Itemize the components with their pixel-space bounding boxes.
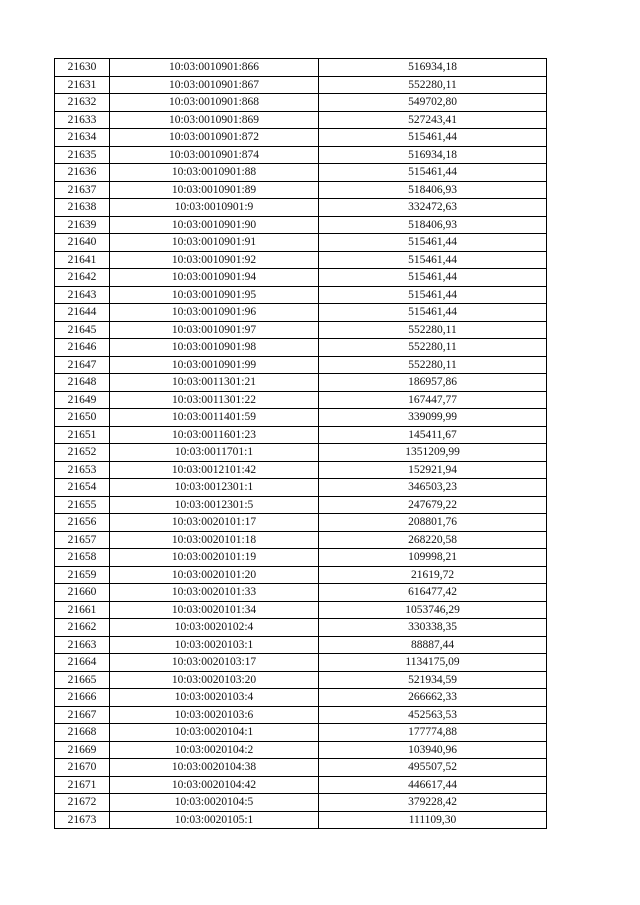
table-row	[55, 234, 547, 252]
cadastral-number-cell: 10:03:0020103:1	[110, 636, 319, 654]
value-cell: 109998,21	[319, 549, 547, 567]
table-row	[55, 269, 547, 287]
value-cell: 1053746,29	[319, 601, 547, 619]
row-number-cell: 21642	[55, 269, 110, 287]
row-number-cell: 21666	[55, 689, 110, 707]
value-cell: 152921,94	[319, 461, 547, 479]
cadastral-number-cell: 10:03:0012301:1	[110, 479, 319, 497]
cadastral-number-cell: 10:03:0011601:23	[110, 426, 319, 444]
table-row	[55, 689, 547, 707]
value-cell: 552280,11	[319, 321, 547, 339]
value-cell: 1351209,99	[319, 444, 547, 462]
row-number-cell: 21671	[55, 776, 110, 794]
row-number-cell: 21647	[55, 356, 110, 374]
row-number-cell: 21650	[55, 409, 110, 427]
row-number-cell: 21672	[55, 794, 110, 812]
row-number-cell: 21633	[55, 111, 110, 129]
table-row	[55, 549, 547, 567]
table-row	[55, 619, 547, 637]
row-number-cell: 21660	[55, 584, 110, 602]
table-row	[55, 94, 547, 112]
table-row	[55, 216, 547, 234]
value-cell: 21619,72	[319, 566, 547, 584]
value-cell: 103940,96	[319, 741, 547, 759]
value-cell: 516934,18	[319, 59, 547, 77]
value-cell: 515461,44	[319, 164, 547, 182]
row-number-cell: 21656	[55, 514, 110, 532]
table-row	[55, 181, 547, 199]
row-number-cell: 21664	[55, 654, 110, 672]
table-row	[55, 391, 547, 409]
table-row	[55, 496, 547, 514]
row-number-cell: 21659	[55, 566, 110, 584]
value-cell: 516934,18	[319, 146, 547, 164]
row-number-cell: 21669	[55, 741, 110, 759]
value-cell: 167447,77	[319, 391, 547, 409]
value-cell: 346503,23	[319, 479, 547, 497]
row-number-cell: 21635	[55, 146, 110, 164]
value-cell: 1134175,09	[319, 654, 547, 672]
value-cell: 145411,67	[319, 426, 547, 444]
table-row	[55, 356, 547, 374]
value-cell: 552280,11	[319, 76, 547, 94]
value-cell: 527243,41	[319, 111, 547, 129]
cadastral-number-cell: 10:03:0020104:2	[110, 741, 319, 759]
cadastral-number-cell: 10:03:0020101:34	[110, 601, 319, 619]
cadastral-number-cell: 10:03:0010901:96	[110, 304, 319, 322]
value-cell: 379228,42	[319, 794, 547, 812]
table-row	[55, 374, 547, 392]
cadastral-number-cell: 10:03:0020105:1	[110, 811, 319, 829]
value-cell: 268220,58	[319, 531, 547, 549]
table-row	[55, 584, 547, 602]
table-row	[55, 111, 547, 129]
cadastral-number-cell: 10:03:0010901:867	[110, 76, 319, 94]
table-row	[55, 304, 547, 322]
cadastral-number-cell: 10:03:0010901:92	[110, 251, 319, 269]
row-number-cell: 21658	[55, 549, 110, 567]
cadastral-number-cell: 10:03:0010901:869	[110, 111, 319, 129]
row-number-cell: 21636	[55, 164, 110, 182]
row-number-cell: 21662	[55, 619, 110, 637]
value-cell: 518406,93	[319, 181, 547, 199]
row-number-cell: 21648	[55, 374, 110, 392]
table-row	[55, 164, 547, 182]
row-number-cell: 21643	[55, 286, 110, 304]
row-number-cell: 21655	[55, 496, 110, 514]
cadastral-number-cell: 10:03:0020101:17	[110, 514, 319, 532]
table-row	[55, 321, 547, 339]
cadastral-number-cell: 10:03:0010901:99	[110, 356, 319, 374]
table-row	[55, 566, 547, 584]
row-number-cell: 21651	[55, 426, 110, 444]
table-row	[55, 286, 547, 304]
table-body	[55, 59, 547, 829]
table-row	[55, 601, 547, 619]
table-row	[55, 531, 547, 549]
value-cell: 452563,53	[319, 706, 547, 724]
table-row	[55, 339, 547, 357]
cadastral-number-cell: 10:03:0010901:90	[110, 216, 319, 234]
value-cell: 518406,93	[319, 216, 547, 234]
row-number-cell: 21673	[55, 811, 110, 829]
value-cell: 330338,35	[319, 619, 547, 637]
row-number-cell: 21661	[55, 601, 110, 619]
row-number-cell: 21646	[55, 339, 110, 357]
table-row	[55, 741, 547, 759]
value-cell: 515461,44	[319, 269, 547, 287]
row-number-cell: 21657	[55, 531, 110, 549]
table-row	[55, 444, 547, 462]
value-cell: 549702,80	[319, 94, 547, 112]
table-row	[55, 76, 547, 94]
table-row	[55, 654, 547, 672]
cadastral-number-cell: 10:03:0020101:33	[110, 584, 319, 602]
value-cell: 88887,44	[319, 636, 547, 654]
cadastral-number-cell: 10:03:0011701:1	[110, 444, 319, 462]
row-number-cell: 21645	[55, 321, 110, 339]
cadastral-number-cell: 10:03:0020102:4	[110, 619, 319, 637]
cadastral-number-cell: 10:03:0020103:4	[110, 689, 319, 707]
row-number-cell: 21654	[55, 479, 110, 497]
table-row	[55, 146, 547, 164]
table-row	[55, 129, 547, 147]
value-cell: 339099,99	[319, 409, 547, 427]
value-cell: 332472,63	[319, 199, 547, 217]
cadastral-number-cell: 10:03:0020104:38	[110, 759, 319, 777]
cadastral-number-cell: 10:03:0020101:20	[110, 566, 319, 584]
table-row	[55, 811, 547, 829]
row-number-cell: 21649	[55, 391, 110, 409]
cadastral-number-cell: 10:03:0020101:18	[110, 531, 319, 549]
cadastral-number-cell: 10:03:0012101:42	[110, 461, 319, 479]
row-number-cell: 21670	[55, 759, 110, 777]
row-number-cell: 21632	[55, 94, 110, 112]
row-number-cell: 21652	[55, 444, 110, 462]
cadastral-number-cell: 10:03:0010901:98	[110, 339, 319, 357]
row-number-cell: 21630	[55, 59, 110, 77]
row-number-cell: 21640	[55, 234, 110, 252]
value-cell: 446617,44	[319, 776, 547, 794]
table-row	[55, 794, 547, 812]
row-number-cell: 21634	[55, 129, 110, 147]
table-row	[55, 409, 547, 427]
cadastral-number-cell: 10:03:0020103:17	[110, 654, 319, 672]
cadastral-number-cell: 10:03:0020104:1	[110, 724, 319, 742]
value-cell: 266662,33	[319, 689, 547, 707]
value-cell: 111109,30	[319, 811, 547, 829]
cadastral-number-cell: 10:03:0010901:868	[110, 94, 319, 112]
cadastral-number-cell: 10:03:0011301:22	[110, 391, 319, 409]
row-number-cell: 21667	[55, 706, 110, 724]
table-row	[55, 251, 547, 269]
value-cell: 515461,44	[319, 286, 547, 304]
row-number-cell: 21631	[55, 76, 110, 94]
table-row	[55, 776, 547, 794]
table-row	[55, 724, 547, 742]
table-row	[55, 199, 547, 217]
row-number-cell: 21653	[55, 461, 110, 479]
cadastral-value-table	[54, 58, 547, 829]
cadastral-number-cell: 10:03:0010901:97	[110, 321, 319, 339]
cadastral-number-cell: 10:03:0020103:20	[110, 671, 319, 689]
row-number-cell: 21663	[55, 636, 110, 654]
value-cell: 208801,76	[319, 514, 547, 532]
table-row	[55, 759, 547, 777]
value-cell: 515461,44	[319, 251, 547, 269]
cadastral-number-cell: 10:03:0012301:5	[110, 496, 319, 514]
table-row	[55, 479, 547, 497]
row-number-cell: 21668	[55, 724, 110, 742]
table-row	[55, 636, 547, 654]
row-number-cell: 21665	[55, 671, 110, 689]
value-cell: 515461,44	[319, 129, 547, 147]
cadastral-number-cell: 10:03:0020104:5	[110, 794, 319, 812]
cadastral-number-cell: 10:03:0010901:88	[110, 164, 319, 182]
table-row	[55, 461, 547, 479]
table-row	[55, 514, 547, 532]
table-row	[55, 706, 547, 724]
value-cell: 515461,44	[319, 234, 547, 252]
row-number-cell: 21638	[55, 199, 110, 217]
cadastral-number-cell: 10:03:0010901:91	[110, 234, 319, 252]
cadastral-number-cell: 10:03:0020103:6	[110, 706, 319, 724]
table-row	[55, 426, 547, 444]
row-number-cell: 21639	[55, 216, 110, 234]
value-cell: 177774,88	[319, 724, 547, 742]
row-number-cell: 21637	[55, 181, 110, 199]
row-number-cell: 21641	[55, 251, 110, 269]
value-cell: 247679,22	[319, 496, 547, 514]
value-cell: 552280,11	[319, 339, 547, 357]
row-number-cell: 21644	[55, 304, 110, 322]
cadastral-number-cell: 10:03:0010901:95	[110, 286, 319, 304]
value-cell: 495507,52	[319, 759, 547, 777]
cadastral-number-cell: 10:03:0010901:9	[110, 199, 319, 217]
cadastral-number-cell: 10:03:0020104:42	[110, 776, 319, 794]
cadastral-number-cell: 10:03:0010901:94	[110, 269, 319, 287]
cadastral-number-cell: 10:03:0010901:866	[110, 59, 319, 77]
cadastral-number-cell: 10:03:0011401:59	[110, 409, 319, 427]
cadastral-number-cell: 10:03:0010901:872	[110, 129, 319, 147]
value-cell: 515461,44	[319, 304, 547, 322]
value-cell: 552280,11	[319, 356, 547, 374]
table-row	[55, 671, 547, 689]
value-cell: 616477,42	[319, 584, 547, 602]
cadastral-number-cell: 10:03:0010901:874	[110, 146, 319, 164]
cadastral-number-cell: 10:03:0020101:19	[110, 549, 319, 567]
cadastral-number-cell: 10:03:0011301:21	[110, 374, 319, 392]
value-cell: 521934,59	[319, 671, 547, 689]
value-cell: 186957,86	[319, 374, 547, 392]
table-row	[55, 59, 547, 77]
cadastral-number-cell: 10:03:0010901:89	[110, 181, 319, 199]
